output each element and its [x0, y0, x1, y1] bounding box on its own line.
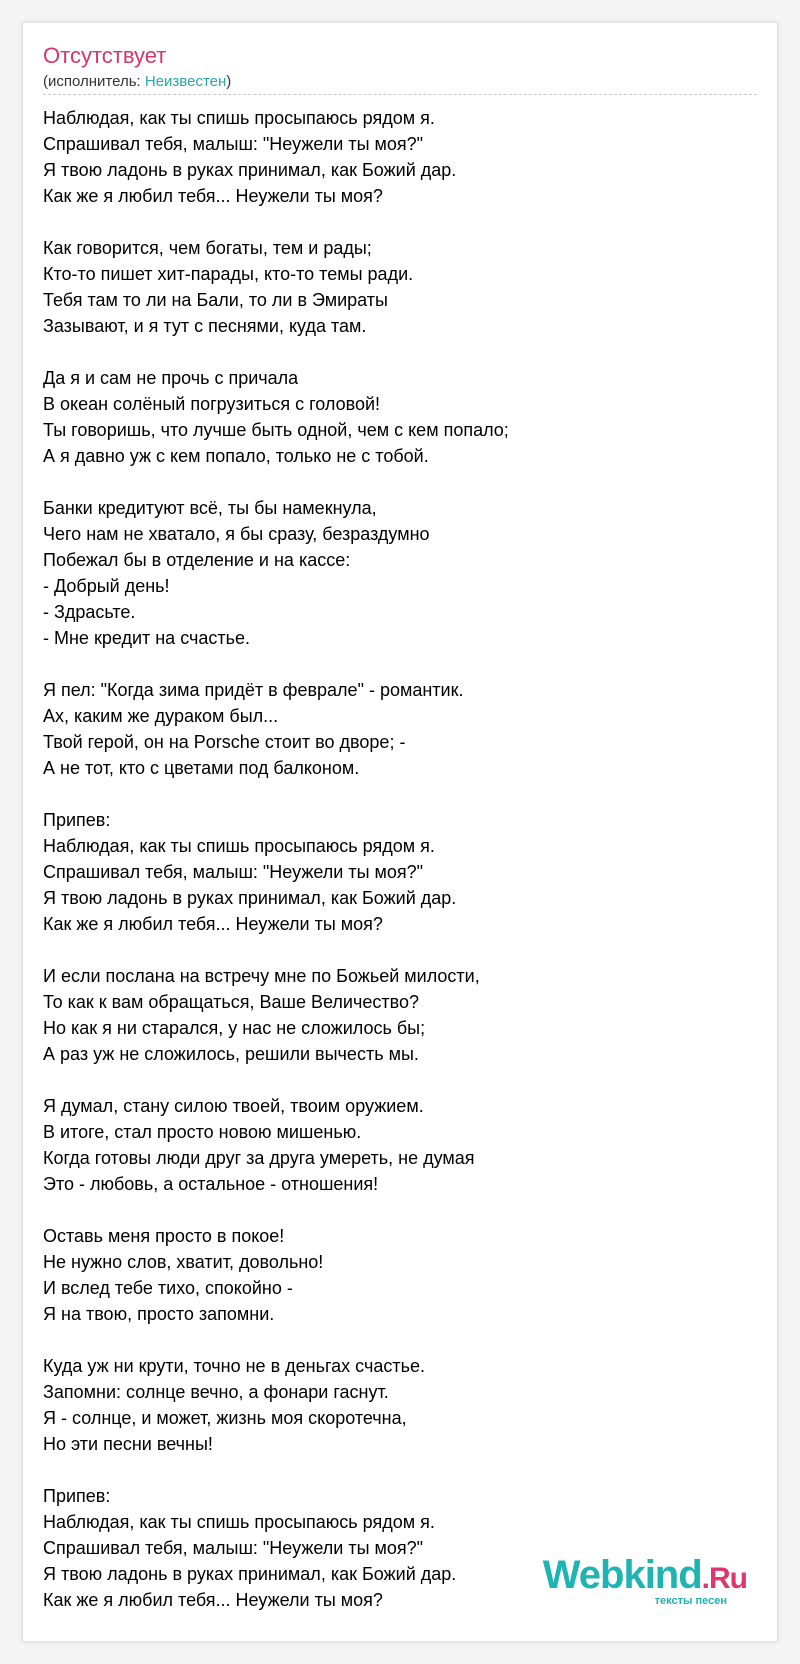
webkind-logo [543, 1555, 747, 1607]
lyric-line: Куда уж ни крути, точно не в деньгах счастье. [43, 1356, 425, 1376]
artist-prefix: (исполнитель: [43, 73, 145, 90]
stanza [43, 365, 743, 469]
lyric-line: Я твою ладонь в руках принимал, как Божий дар. [43, 888, 457, 908]
lyric-line: А не тот, кто с цветами под балконом. [43, 758, 360, 778]
lyric-line: Побежал бы в отделение и на кассе: [43, 550, 351, 570]
lyric-line: Зазывают, и я тут с песнями, куда там. [43, 316, 367, 336]
lyrics-card [22, 22, 778, 1642]
stanza [43, 677, 743, 781]
lyric-line: И вслед тебе тихо, спокойно - [43, 1278, 293, 1298]
stanza [43, 963, 743, 1067]
lyric-line: Как же я любил тебя... Неужели ты моя? [43, 1590, 383, 1610]
lyric-line: В итоге, стал просто новою мишенью. [43, 1122, 362, 1142]
lyric-line: Твой герой, он на Porsche стоит во дворе; - [43, 732, 406, 752]
lyric-line: Как же я любил тебя... Неужели ты моя? [43, 186, 383, 206]
lyric-line: Спрашивал тебя, малыш: "Неужели ты моя?" [43, 1538, 424, 1558]
lyric-line: - Мне кредит на счастье. [43, 628, 251, 648]
lyric-line: Я твою ладонь в руках принимал, как Божий дар. [43, 160, 457, 180]
lyric-line: И если послана на встречу мне по Божьей милости, [43, 966, 480, 986]
lyric-line: А раз уж не сложилось, решили вычесть мы. [43, 1044, 419, 1064]
song-title: Отсутствует [43, 43, 167, 68]
lyric-line: Я думал, стану силою твоей, твоим оружием. [43, 1096, 424, 1116]
artist-suffix: ) [226, 73, 232, 90]
lyric-line: Кто-то пишет хит-парады, кто-то темы ради. [43, 264, 414, 284]
lyric-line: Как же я любил тебя... Неужели ты моя? [43, 914, 383, 934]
lyric-line: Тебя там то ли на Бали, то ли в Эмираты [43, 290, 388, 310]
lyric-line: Это - любовь, а остальное - отношения! [43, 1174, 379, 1194]
lyric-line: Чего нам не хватало, я бы сразу, безраздумно [43, 524, 430, 544]
stanza [43, 1223, 743, 1327]
lyric-line: Как говорится, чем богаты, тем и рады; [43, 238, 372, 258]
stanza [43, 807, 743, 937]
lyric-line: - Добрый день! [43, 576, 170, 596]
lyric-line: Припев: [43, 810, 111, 830]
stanza [43, 495, 743, 651]
lyric-line: Я на твою, просто запомни. [43, 1304, 275, 1324]
lyric-line: Наблюдая, как ты спишь просыпаюсь рядом я. [43, 1512, 435, 1532]
lyric-line: Ты говоришь, что лучше быть одной, чем с кем попало; [43, 420, 509, 440]
lyric-line: Да я и сам не прочь с причала [43, 368, 299, 388]
lyric-line: Спрашивал тебя, малыш: "Неужели ты моя?" [43, 862, 424, 882]
stanza [43, 235, 743, 339]
artist-link[interactable]: Неизвестен [144, 73, 227, 90]
stanza [43, 105, 743, 209]
lyric-line: Ах, каким же дураком был... [43, 706, 279, 726]
lyric-line: А я давно уж с кем попало, только не с тобой. [43, 446, 429, 466]
logo-brand: Webkind [542, 1553, 702, 1597]
lyric-line: Спрашивал тебя, малыш: "Неужели ты моя?" [43, 134, 424, 154]
logo-tagline: тексты песен [654, 1595, 727, 1607]
lyrics-text [43, 105, 743, 1639]
lyric-line: То как к вам обращаться, Ваше Величество? [43, 992, 419, 1012]
stanza [43, 1353, 743, 1457]
lyric-line: Когда готовы люди друг за друга умереть, не думая [43, 1148, 475, 1168]
header-divider [43, 94, 757, 95]
lyric-line: Банки кредитуют всё, ты бы намекнула, [43, 498, 377, 518]
lyric-line: Я твою ладонь в руках принимал, как Божий дар. [43, 1564, 457, 1584]
lyric-line: Но эти песни вечны! [43, 1434, 213, 1454]
lyric-line: Запомни: солнце вечно, а фонари гаснут. [43, 1382, 389, 1402]
lyric-line: - Здрасьте. [43, 602, 136, 622]
logo-tld: .Ru [701, 1562, 747, 1595]
lyric-line: В океан солёный погрузиться с головой! [43, 394, 381, 414]
lyric-line: Я пел: "Когда зима придёт в феврале" - романтик. [43, 680, 464, 700]
artist-line [43, 73, 231, 90]
lyric-line: Не нужно слов, хватит, довольно! [43, 1252, 324, 1272]
lyric-line: Наблюдая, как ты спишь просыпаюсь рядом я. [43, 836, 435, 856]
lyric-line: Припев: [43, 1486, 111, 1506]
lyric-line: Я - солнце, и может, жизнь моя скоротечна, [43, 1408, 407, 1428]
lyric-line: Но как я ни старался, у нас не сложилось бы; [43, 1018, 426, 1038]
lyric-line: Наблюдая, как ты спишь просыпаюсь рядом я. [43, 108, 435, 128]
lyric-line: Оставь меня просто в покое! [43, 1226, 285, 1246]
stanza [43, 1093, 743, 1197]
